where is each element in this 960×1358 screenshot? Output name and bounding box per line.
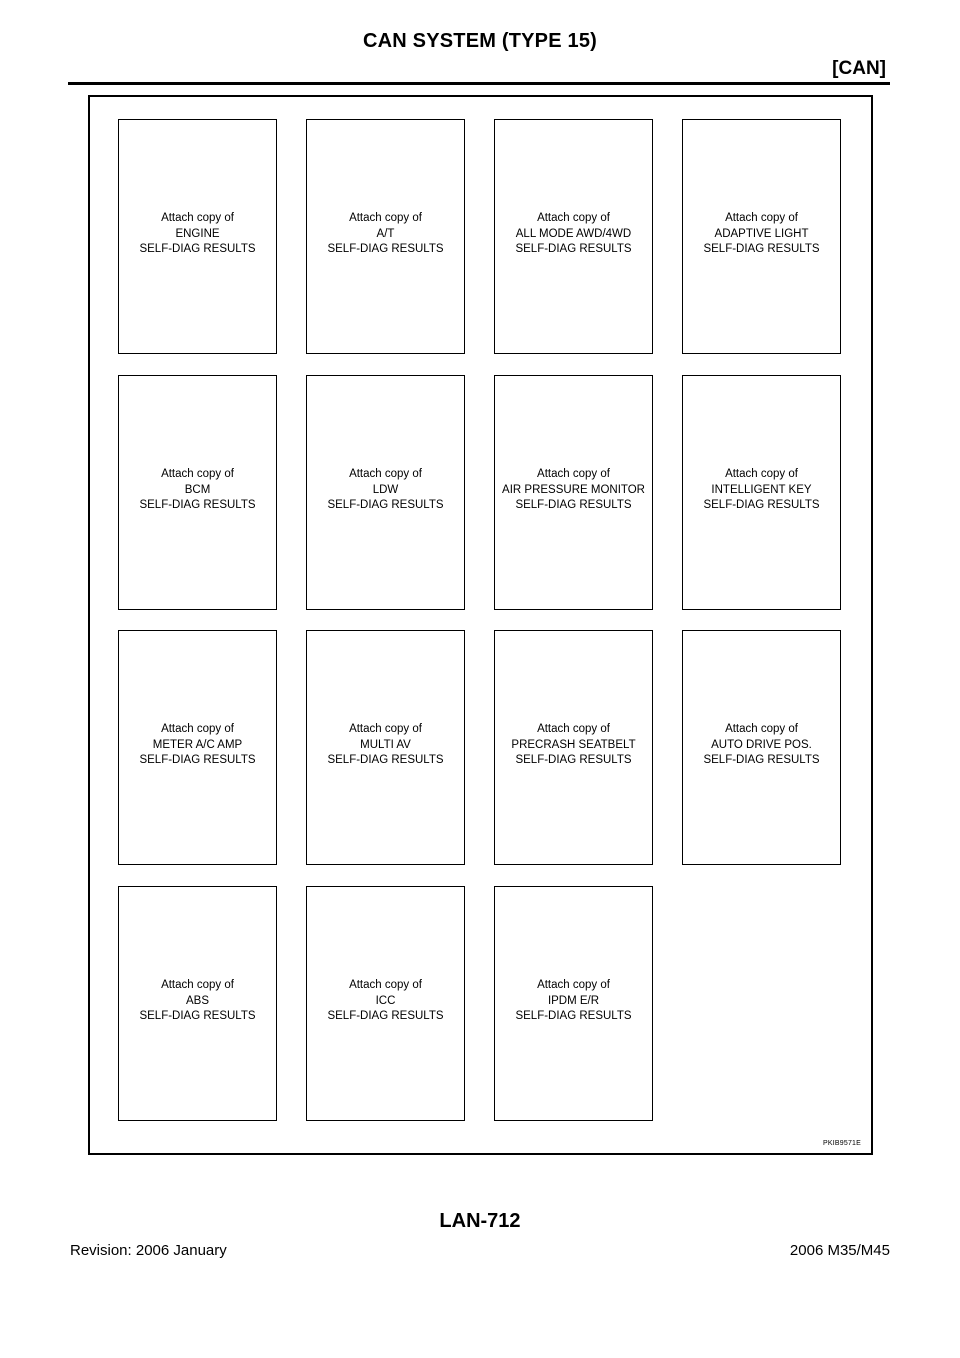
page-number: LAN-712 [439,1210,521,1232]
slot-caption-line: SELF-DIAG RESULTS [515,243,632,256]
slot-unit-name: ENGINE [175,227,220,240]
slot-caption [703,211,819,258]
slot-caption-line: SELF-DIAG RESULTS [139,499,256,512]
slot-caption-line: SELF-DIAG RESULTS [139,243,256,256]
attachment-slot [682,119,841,354]
attachment-slot [494,886,653,1121]
slot-caption-line: SELF-DIAG RESULTS [703,499,820,512]
attachment-slot [306,119,465,354]
slot-caption-line: Attach copy of [349,468,422,481]
slot-unit-name: ADAPTIVE LIGHT [714,227,809,240]
slot-caption [703,722,819,769]
slot-caption [327,211,443,258]
attachment-slot [118,375,277,610]
slot-caption-line: SELF-DIAG RESULTS [703,754,820,767]
slot-caption [139,211,255,258]
slot-caption-line: SELF-DIAG RESULTS [703,243,820,256]
slot-caption [139,467,255,514]
attachment-slot [494,119,653,354]
slot-caption-line: SELF-DIAG RESULTS [139,1010,256,1023]
slot-caption-line: Attach copy of [349,723,422,736]
attachment-slot [682,630,841,865]
slot-unit-name: ICC [375,994,396,1007]
slot-caption-line: SELF-DIAG RESULTS [327,499,444,512]
attachment-slot [306,886,465,1121]
slot-caption [511,722,635,769]
slot-caption-line: Attach copy of [537,468,610,481]
slot-unit-name: MULTI AV [360,738,411,751]
slot-caption-line: Attach copy of [161,468,234,481]
slot-caption-line: Attach copy of [537,723,610,736]
attachment-slot [118,630,277,865]
slot-caption-line: Attach copy of [725,723,798,736]
slot-caption-line: SELF-DIAG RESULTS [515,754,632,767]
slot-unit-name: AIR PRESSURE MONITOR [502,483,645,496]
attachment-slot [306,630,465,865]
slot-caption-line: Attach copy of [725,468,798,481]
figure-frame [88,95,873,1155]
slot-unit-name: PRECRASH SEATBELT [511,738,636,751]
slot-caption-line: SELF-DIAG RESULTS [515,499,632,512]
slot-unit-name: ABS [185,994,209,1007]
revision-text: Revision: 2006 January [70,1242,227,1259]
slot-caption-line: SELF-DIAG RESULTS [515,1010,632,1023]
slot-caption [139,722,255,769]
slot-caption-line: SELF-DIAG RESULTS [327,1010,444,1023]
attachment-slot [494,375,653,610]
figure-code: PKIB9571E [823,1140,861,1147]
slot-caption [327,978,443,1025]
header-rule [68,82,890,85]
slot-caption-line: Attach copy of [725,212,798,225]
slot-caption [327,467,443,514]
slot-unit-name: BCM [184,483,211,496]
slot-unit-name: A/T [376,227,395,240]
attachment-slot [118,886,277,1121]
model-text: 2006 M35/M45 [789,1242,890,1259]
attachment-slot [682,375,841,610]
slot-caption [515,978,631,1025]
slot-unit-name: LDW [372,483,399,496]
slot-caption-line: SELF-DIAG RESULTS [139,754,256,767]
slot-caption-line: Attach copy of [161,979,234,992]
slot-caption-line: Attach copy of [161,723,234,736]
page-title: CAN SYSTEM (TYPE 15) [362,30,598,52]
slot-unit-name: IPDM E/R [547,994,600,1007]
slot-caption [703,467,819,514]
slot-unit-name: METER A/C AMP [152,738,243,751]
attachment-slot [306,375,465,610]
section-tag: [CAN] [832,58,886,79]
slot-caption-line: Attach copy of [349,212,422,225]
slot-unit-name: ALL MODE AWD/4WD [515,227,632,240]
slot-caption [502,467,645,514]
slot-caption-line: Attach copy of [537,212,610,225]
slot-caption-line: Attach copy of [161,212,234,225]
attachment-slot [118,119,277,354]
slot-caption-line: SELF-DIAG RESULTS [327,243,444,256]
slot-caption [515,211,631,258]
slot-caption-line: SELF-DIAG RESULTS [327,754,444,767]
slot-unit-name: INTELLIGENT KEY [711,483,812,496]
slot-caption-line: Attach copy of [537,979,610,992]
slot-caption-line: Attach copy of [349,979,422,992]
slot-caption [327,722,443,769]
attachment-slot [494,630,653,865]
slot-caption [139,978,255,1025]
slot-unit-name: AUTO DRIVE POS. [711,738,812,751]
